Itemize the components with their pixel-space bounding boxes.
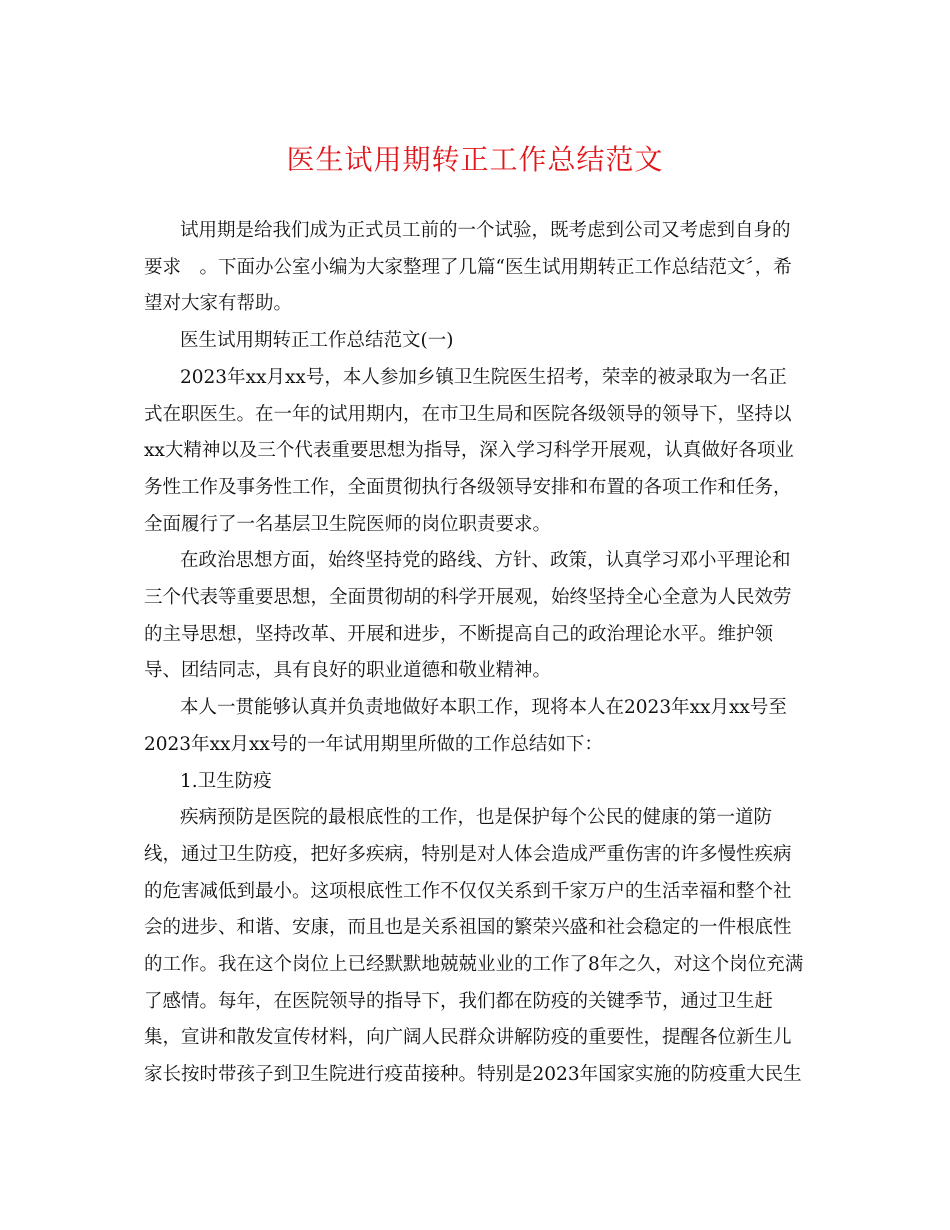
text-line: 务性工作及事务性工作，全面贯彻执行各级领导安排和布置的各项工作和任务， (144, 476, 792, 498)
text-line: 导、团结同志，具有良好的职业道德和敬业精神。 (144, 660, 552, 682)
text-line: xx大精神以及三个代表重要思想为指导，深入学习科学开展观，认真做好各项业 (144, 440, 794, 462)
text-line: 疾病预防是医院的最根底性的工作，也是保护每个公民的健康的第一道防 (180, 807, 773, 829)
section-heading (144, 323, 818, 360)
text-line: 1.卫生防疫 (180, 770, 272, 792)
paragraph (144, 800, 818, 1094)
text-line: 家长按时带孩子到卫生院进行疫苗接种。特别是2023年国家实施的防疫重大民生 (144, 1064, 802, 1086)
section-heading (144, 764, 818, 801)
text-line: 的危害减低到最小。这项根底性工作不仅仅关系到千家万户的生活幸福和整个社 (144, 880, 792, 902)
text-line: 试用期是给我们成为正式员工前的一个试验，既考虑到公司又考虑到自身的 (180, 220, 791, 241)
text-line: 2023年xx月xx号的一年试用期里所做的工作总结如下： (144, 733, 603, 755)
text-line: 式在职医生。在一年的试用期内，在市卫生局和医院各级领导的领导下，坚持以 (144, 403, 792, 425)
text-line: 望对大家有帮助。 (144, 293, 293, 315)
document-title: 医生试用期转正工作总结范文 (286, 143, 664, 176)
document-body (144, 213, 818, 1094)
paragraph (144, 360, 818, 544)
paragraph-intro (144, 213, 818, 323)
text-line: 线，通过卫生防疫，把好多疾病，特别是对人体会造成严重伤害的许多慢性疾病 (144, 843, 792, 865)
text-line: 2023年xx月xx号，本人参加乡镇卫生院医生招考，荣幸的被录取为一名正 (180, 366, 787, 388)
text-line: 全面履行了一名基层卫生院医师的岗位职责要求。 (144, 513, 552, 535)
text-line: 了感情。每年，在医院领导的指导下，我们都在防疫的关键季节，通过卫生赶 (144, 990, 774, 1012)
text-line: 在政治思想方面，始终坚持党的路线、方针、政策，认真学习邓小平理论和 (180, 550, 791, 572)
paragraph (144, 543, 818, 690)
text-line: 要求 。下面办公室小编为大家整理了几篇“医生试用期转正工作总结范文〞，希 (144, 256, 792, 278)
text-line: 集，宣讲和散发宣传材料，向广阔人民群众讲解防疫的重要性，提醒各位新生儿 (144, 1027, 792, 1049)
text-line: 会的进步、和谐、安康，而且也是关系祖国的繁荣兴盛和社会稳定的一件根底性 (144, 917, 792, 939)
text-line: 本人一贯能够认真并负责地做好本职工作，现将本人在2023年xx月xx号至 (180, 697, 787, 719)
text-line: 医生试用期转正工作总结范文(一) (180, 330, 454, 352)
text-line: 的主导思想，坚持改革、开展和进步，不断提高自己的政治理论水平。维护领 (144, 623, 774, 645)
paragraph (144, 690, 818, 763)
text-line: 三个代表等重要思想，全面贯彻胡的科学开展观，始终坚持全心全意为人民效劳 (144, 587, 792, 609)
text-line: 的工作。我在这个岗位上已经默默地兢兢业业的工作了8年之久，对这个岗位充满 (144, 954, 804, 976)
